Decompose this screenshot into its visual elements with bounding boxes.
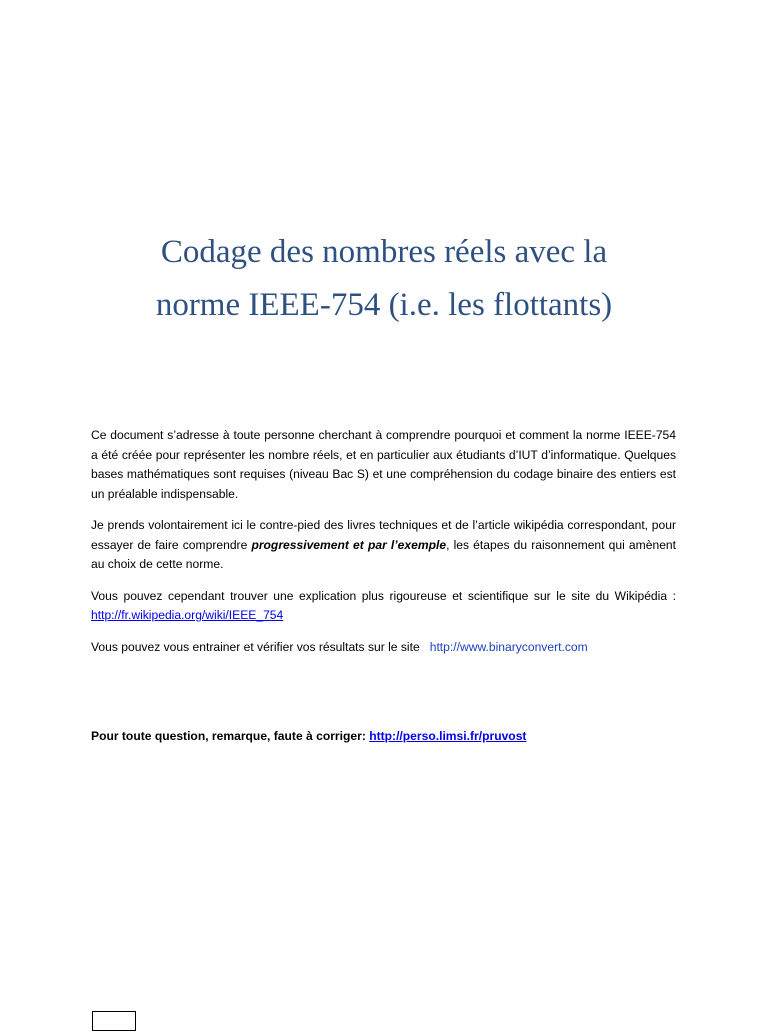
contact-text: Pour toute question, remarque, faute à corriger:	[91, 729, 370, 743]
paragraph-approach-emphasis: progressivement et par l’exemple	[251, 537, 447, 552]
contact-link[interactable]: http://perso.limsi.fr/pruvost	[369, 729, 527, 743]
intro-body	[91, 426, 676, 669]
page-number-box	[92, 1011, 136, 1031]
paragraph-audience: Ce document s’adresse à toute personne cherchant à comprendre pourquoi et comment la norme IEEE-754 a été créée pour représenter les nombre réels, et en particulier aux étudiants d’IUT d’informatique. Quelques bases mathématiques sont requises (niveau Bac S) et une compréhension du codage binaire des entiers est un préalable indispensable.	[91, 428, 676, 501]
document-title	[0, 226, 768, 332]
paragraph-approach	[91, 516, 676, 575]
wikipedia-link[interactable]: http://fr.wikipedia.org/wiki/IEEE_754	[91, 608, 284, 622]
paragraph-wikipedia	[91, 587, 676, 626]
binaryconvert-link[interactable]: http://www.binaryconvert.com	[429, 639, 588, 654]
paragraph-approach-end: , les étapes du raisonnement qui amènent au choix de cette norme.	[91, 537, 677, 571]
paragraph-approach-start: Je prends volontairement ici le contre-pied des livres techniques et de l’article wikipédia correspondant, pour essayer de faire comprendre	[91, 518, 676, 552]
title-line-2: norme IEEE-754 (i.e. les flottants)	[155, 287, 613, 323]
title-line-1: Codage des nombres réels avec la	[160, 234, 608, 270]
contact-line	[91, 727, 676, 747]
paragraph-practice-text: Vous pouvez vous entrainer et vérifier vos résultats sur le site	[91, 639, 420, 654]
paragraph-practice	[91, 638, 676, 658]
paragraph-wikipedia-text: Vous pouvez cependant trouver une explication plus rigoureuse et scientifique sur le site du Wikipédia :	[91, 588, 676, 603]
